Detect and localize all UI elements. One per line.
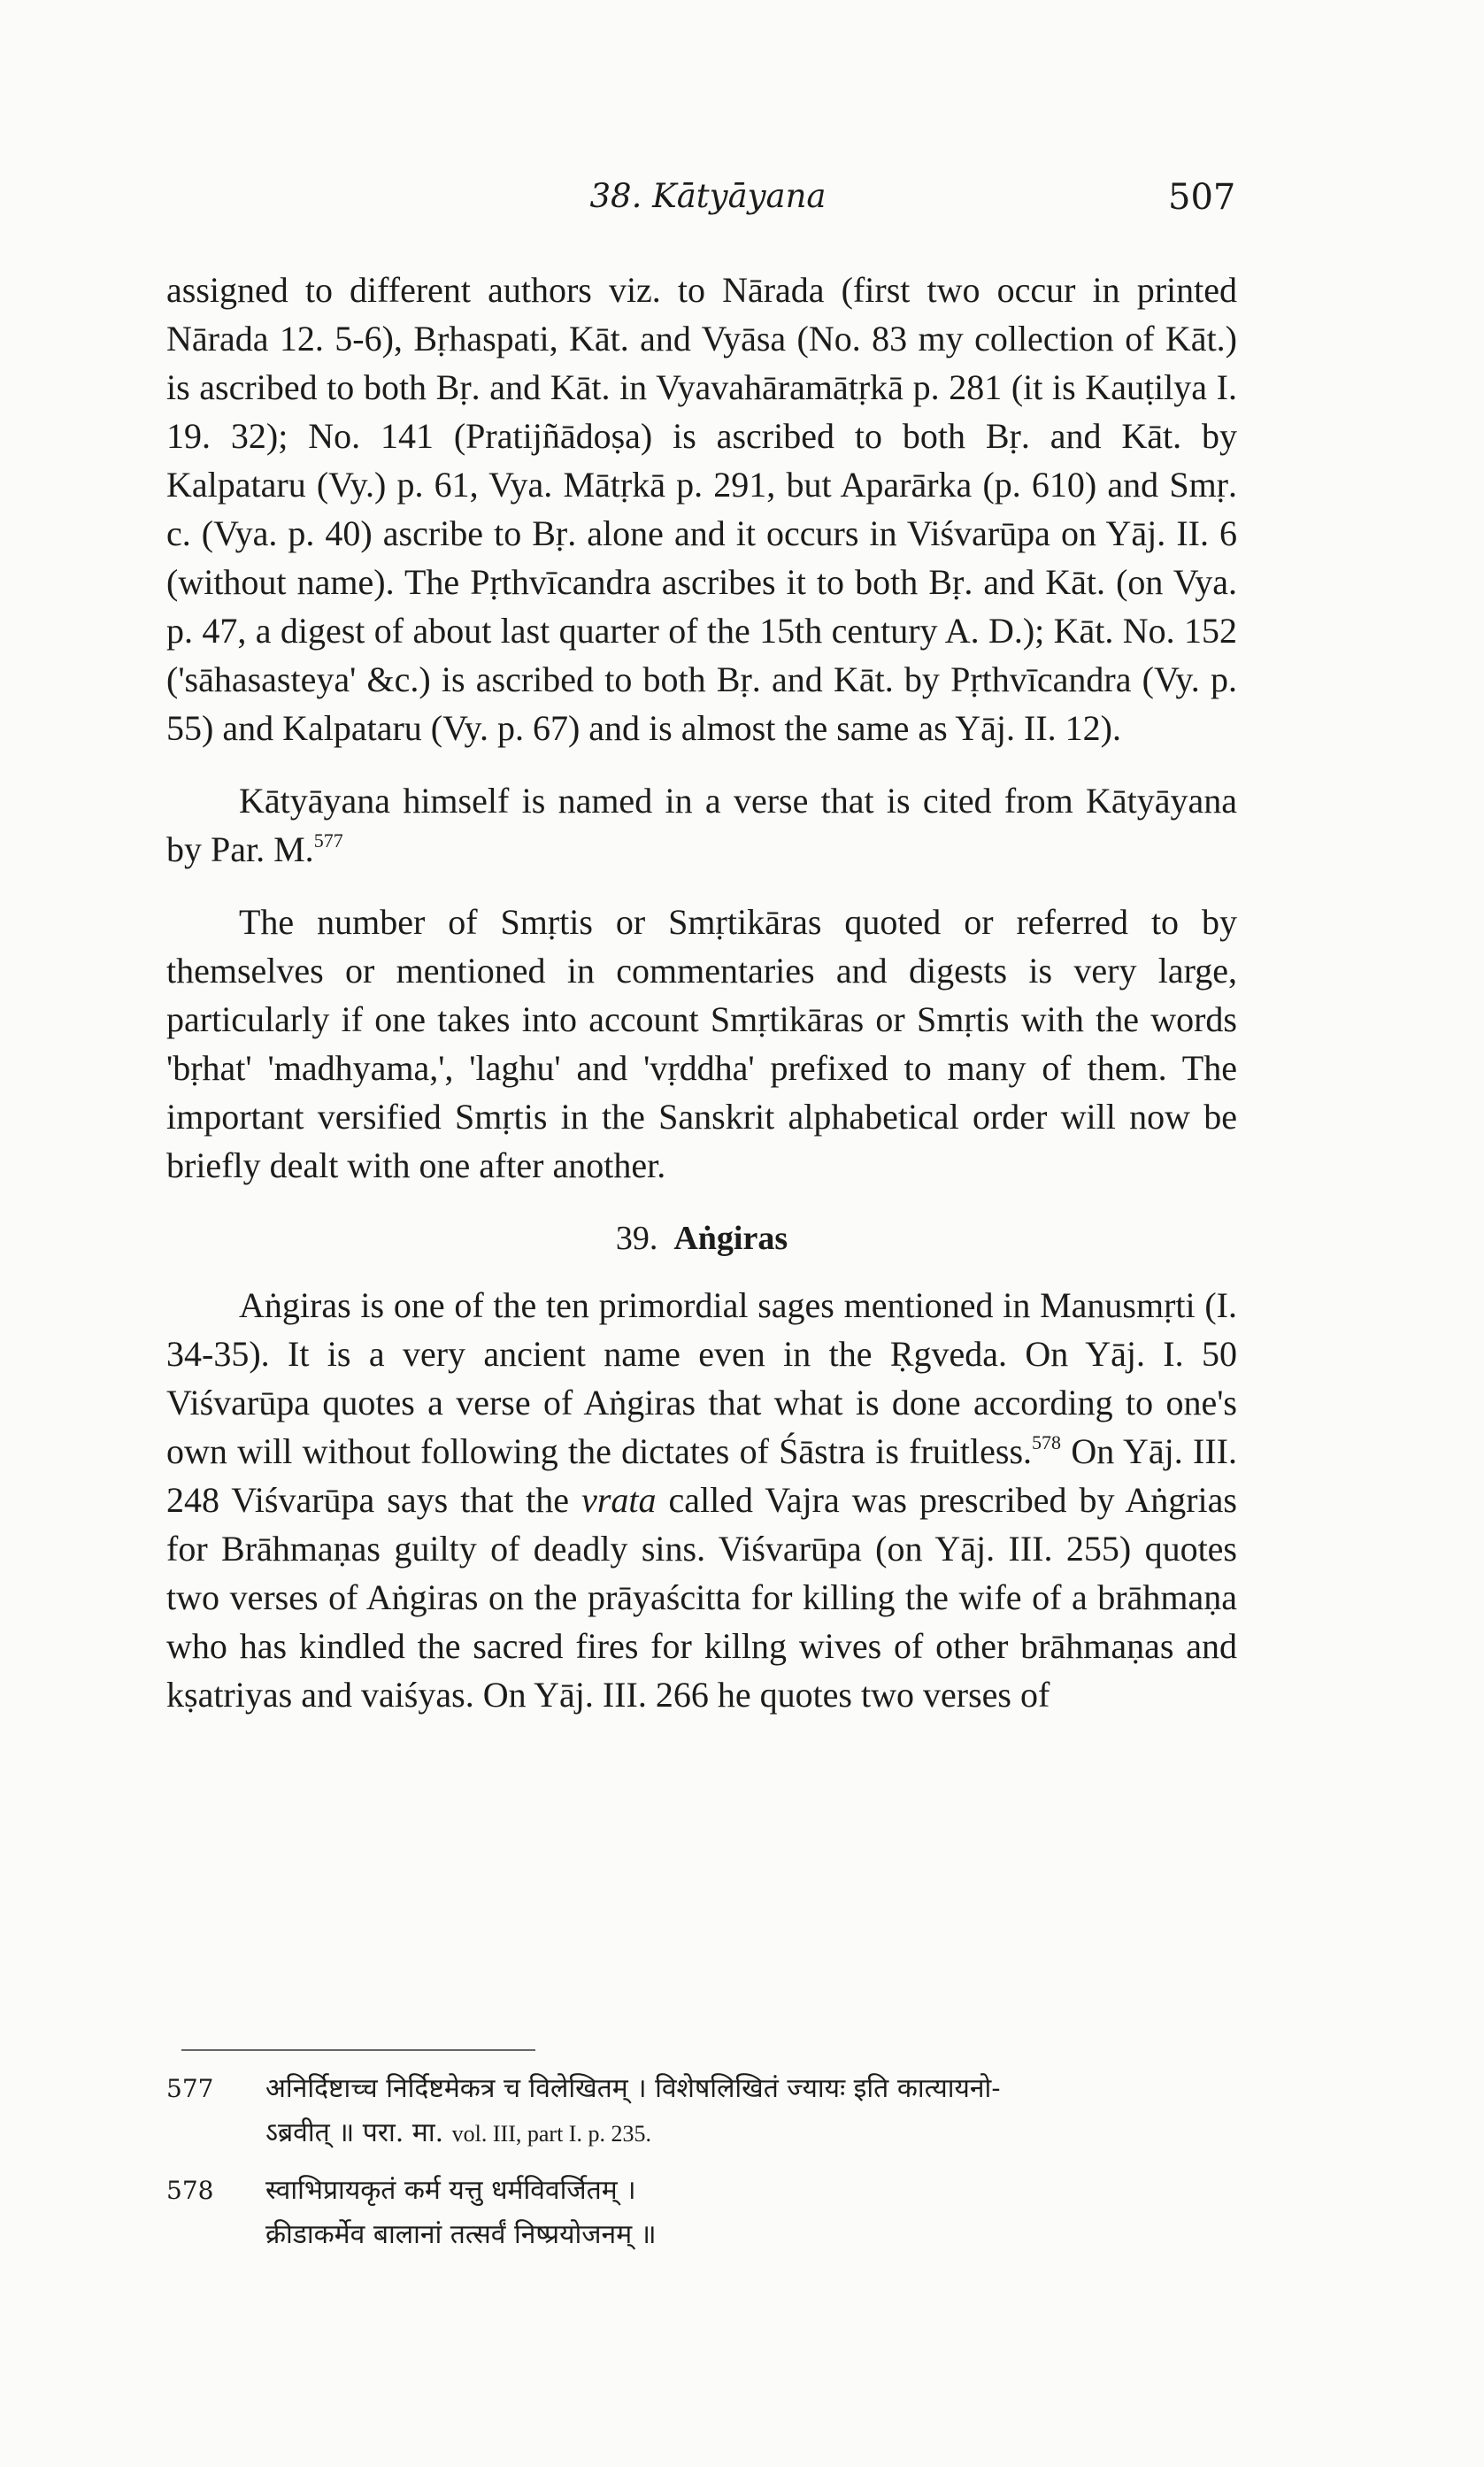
paragraph — [166, 266, 1237, 752]
footnote-line: क्रीडाकर्मेव बालानां तत्सर्वं निष्प्रयोजनम् ॥ — [265, 2219, 657, 2250]
footnote-line — [265, 2111, 1237, 2156]
footnote-text — [265, 2067, 1237, 2156]
running-head: 38. Kātyāyana — [589, 177, 827, 215]
footnote-text — [265, 2169, 1237, 2257]
footnote-number: 578 — [166, 2176, 214, 2205]
paragraph-text: Kātyāyana himself is named in a verse that is cited from Kātyāyana by Par. M. — [166, 781, 1237, 869]
footnote-ref: 577 — [313, 829, 343, 852]
paragraph — [166, 776, 1237, 874]
paragraph-text: The number of Smṛtis or Smṛtikāras quoted or referred to by themselves or mentioned in commentaries and digests is very large, particularly if one takes into account Smṛtikāras or Smṛtis with the words 'bṛhat' 'madhyama,', 'laghu' and 'vṛddha' prefixed to many of them. The important versified Smṛtis in the Sanskrit alphabetical order will now be briefly dealt with one after another. — [166, 902, 1237, 1185]
paragraph-text: Aṅgiras is one of the ten primordial sages mentioned in Manusmṛti (I. 34-35). It is a very ancient name even in the Ṛgveda. On Yāj. I. 50 Viśvarūpa quotes a verse of Aṅgiras that what is done according to one's own will without following the dictates of Śāstra is fruitless. — [166, 1285, 1237, 1471]
footnotes — [166, 2067, 1237, 2270]
body-text — [166, 266, 1237, 1719]
footnote-number: 577 — [166, 2074, 214, 2103]
section-title: Aṅgiras — [673, 1220, 788, 1257]
footnote-line: अनिर्दिष्टाच्च निर्दिष्टमेकत्र च विलेखितम् । विशेषलिखितं ज्यायः इति कात्यायनो- — [265, 2073, 1001, 2104]
footnote-citation: vol. III, part I. p. 235. — [451, 2121, 651, 2147]
italic-term: vrata — [581, 1480, 657, 1520]
footnote-578 — [166, 2169, 1237, 2257]
footnote-divider — [181, 2049, 535, 2051]
section-heading — [166, 1214, 1237, 1263]
footnote-line: स्वाभिप्रायकृतं कर्म यत्तु धर्मविवर्जितम् । — [265, 2175, 636, 2206]
paragraph — [166, 898, 1237, 1190]
page-number: 507 — [1168, 177, 1236, 218]
paragraph — [166, 1281, 1237, 1719]
paragraph-text: On Yāj. III. 248 Viśvarūpa says that the — [166, 1431, 1237, 1520]
paragraph-text: called Vajra was prescribed by Aṅgrias for Brāhmaṇas guilty of deadly sins. Viśvarūpa (on Yāj. III. 255) quotes two verses of Aṅgiras on the prāyaścitta for killing the wife of a brāhmaṇa who has kindled the sacred fires for killng wives of other brāhmaṇas and kṣatriyas and vaiśyas. On Yāj. III. 266 he quotes two verses of — [166, 1480, 1237, 1715]
paragraph-text: assigned to different authors viz. to Nārada (first two occur in printed Nārada 12. 5-6), Bṛhaspati, Kāt. and Vyāsa (No. 83 my collection of Kāt.) is ascribed to both Bṛ. and Kāt. in Vyavahāramātṛkā p. 281 (it is Kauṭilya I. 19. 32); No. 141 (Pratijñādoṣa) is ascribed to both Bṛ. and Kāt. by Kalpataru (Vy.) p. 61, Vya. Mātṛkā p. 291, but Aparārka (p. 610) and Smṛ. c. (Vya. p. 40) ascribe to Bṛ. alone and it occurs in Viśvarūpa on Yāj. II. 6 (without name). The Pṛthvīcandra ascribes it to both Bṛ. and Kāt. (on Vya. p. 47, a digest of about last quarter of the 15th century A. D.); Kāt. No. 152 ('sāhasasteya' &c.) is ascribed to both Bṛ. and Kāt. by Pṛthvīcandra (Vy. p. 55) and Kalpataru (Vy. p. 67) and is almost the same as Yāj. II. 12). — [166, 270, 1237, 748]
footnote-577 — [166, 2067, 1237, 2156]
section-number: 39. — [615, 1220, 658, 1257]
footnote-ref: 578 — [1032, 1431, 1062, 1453]
footnote-line-text: ऽब्रवीत् ॥ परा. मा. — [265, 2117, 452, 2148]
